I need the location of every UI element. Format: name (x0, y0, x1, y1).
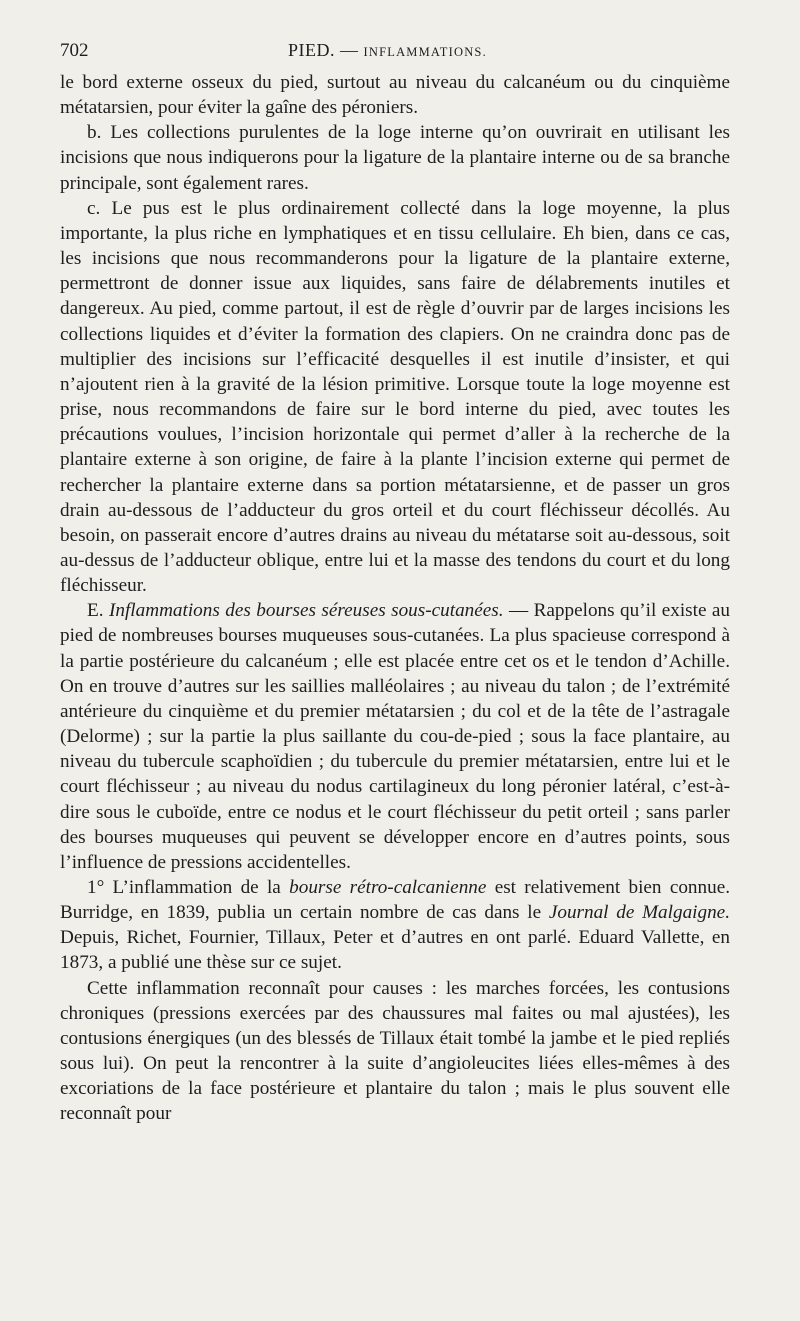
paragraph-causes: Cette inflammation reconnaît pour causes : les marches forcées, les contusions chroniques (pressions exercées par des chaussures mal faites ou mal ajustées), les contusions énergiques (un des blessés de Tillaux était tombé la jambe et le pied repliés sous lui). On peut la rencontrer à la suite d’angioleucites liées elles-mêmes à des excoriations de la face postérieure et plantaire du talon ; mais le plus souvent elle reconnaît pour (60, 977, 730, 1125)
paragraph-section-e (60, 598, 730, 875)
running-title-main: PIED. — (288, 40, 359, 60)
running-title-sub: INFLAMMATIONS. (363, 45, 487, 59)
paragraph-continuation: le bord externe osseux du pied, surtout au niveau du calcanéum ou du cinquième métatarsien, pour éviter la gaîne des péroniers. (60, 72, 730, 119)
paragraph-b: b. Les collections purulentes de la loge interne qu’on ouvrirait en utilisant les incisions que nous indiquerons pour la ligature de la plantaire interne ou de sa branche principale, sont également rares. (60, 122, 730, 194)
section-e-text: — Rappelons qu’il existe au pied de nombreuses bourses muqueuses sous-cutanées. La plus spacieuse correspond à la partie postérieure du calcanéum ; elle est placée entre cet os et le tendon d’Achille. On en trouve d’autres sur les saillies malléolaires ; au niveau du talon ; de l’extrémité antérieure du cinquième et du premier métatarsien ; du col et de la tête de l’astragale (Delorme) ; sur la partie la plus saillante du cou-de-pied ; sous la face plantaire, au niveau du tubercule scaphoïdien ; du tubercule du premier métatarsien, entre lui et le court fléchisseur ; au niveau du nodus cartilagineux du long péronier latéral, c’est-à-dire sous le cuboïde, entre ce nodus et le court fléchisseur du petit orteil ; sans parler des bourses muqueuses qui peuvent se développer encore en d’autres points, sous l’influence de pressions accidentelles. (60, 600, 731, 873)
page-number: 702 (60, 40, 89, 61)
section-letter: E. (87, 600, 104, 622)
running-title (288, 40, 487, 61)
p5-emphasis-bursa: bourse rétro-calcanienne (289, 877, 487, 898)
running-head (60, 34, 730, 70)
p5-end: Depuis, Richet, Fournier, Tillaux, Peter et d’autres en ont parlé. Eduard Vallette, en 1873, a publié une thèse sur ce sujet. (60, 927, 730, 974)
p5-emphasis-journal: Journal de Malgaigne. (548, 902, 730, 924)
section-title: Inflammations des bourses séreuses sous-cutanées. (108, 600, 504, 622)
paragraph-retro-calcanean (60, 875, 730, 976)
paragraph-c: c. Le pus est le plus ordinairement collecté dans la loge moyenne, la plus importante, la plus riche en lymphatiques et en tissu cellulaire. Eh bien, dans ce cas, les incisions que nous recommanderons pour la ligature de la plantaire externe, permettront de donner issue aux liquides, sans faire de délabrements inutiles et dangereux. Au pied, comme partout, il est de règle d’ouvrir par de larges incisions les collections liquides et d’éviter la formation des clapiers. On ne craindra donc pas de multiplier des incisions sur l’efficacité desquelles il est inutile d’insister, et qui n’ajoutent rien à la gravité de la lésion primitive. Lorsque toute la loge moyenne est prise, nous recommandons de faire sur le bord interne du pied, avec toutes les précautions voulues, l’incision horizontale qui permet d’aller à la recherche de la plantaire externe à son origine, de faire à la plante l’incision externe qui permet de rechercher la plantaire externe dans sa portion métatarsienne, et de passer un gros drain au-dessous de l’adducteur du gros orteil et du court fléchisseur décollés. Au besoin, on passerait encore d’autres drains au niveau du métatarse soit au-dessous, soit au-dessus de l’adducteur oblique, entre lui et la masse des tendons du court et du long fléchisseur. (60, 197, 730, 597)
p5-middle: est relativement bien connue. Burridge, en 1839, publia un certain nombre de cas dans le (60, 877, 731, 924)
body-text (60, 70, 730, 1127)
p5-lead: 1° L’inflammation de la (87, 877, 281, 898)
